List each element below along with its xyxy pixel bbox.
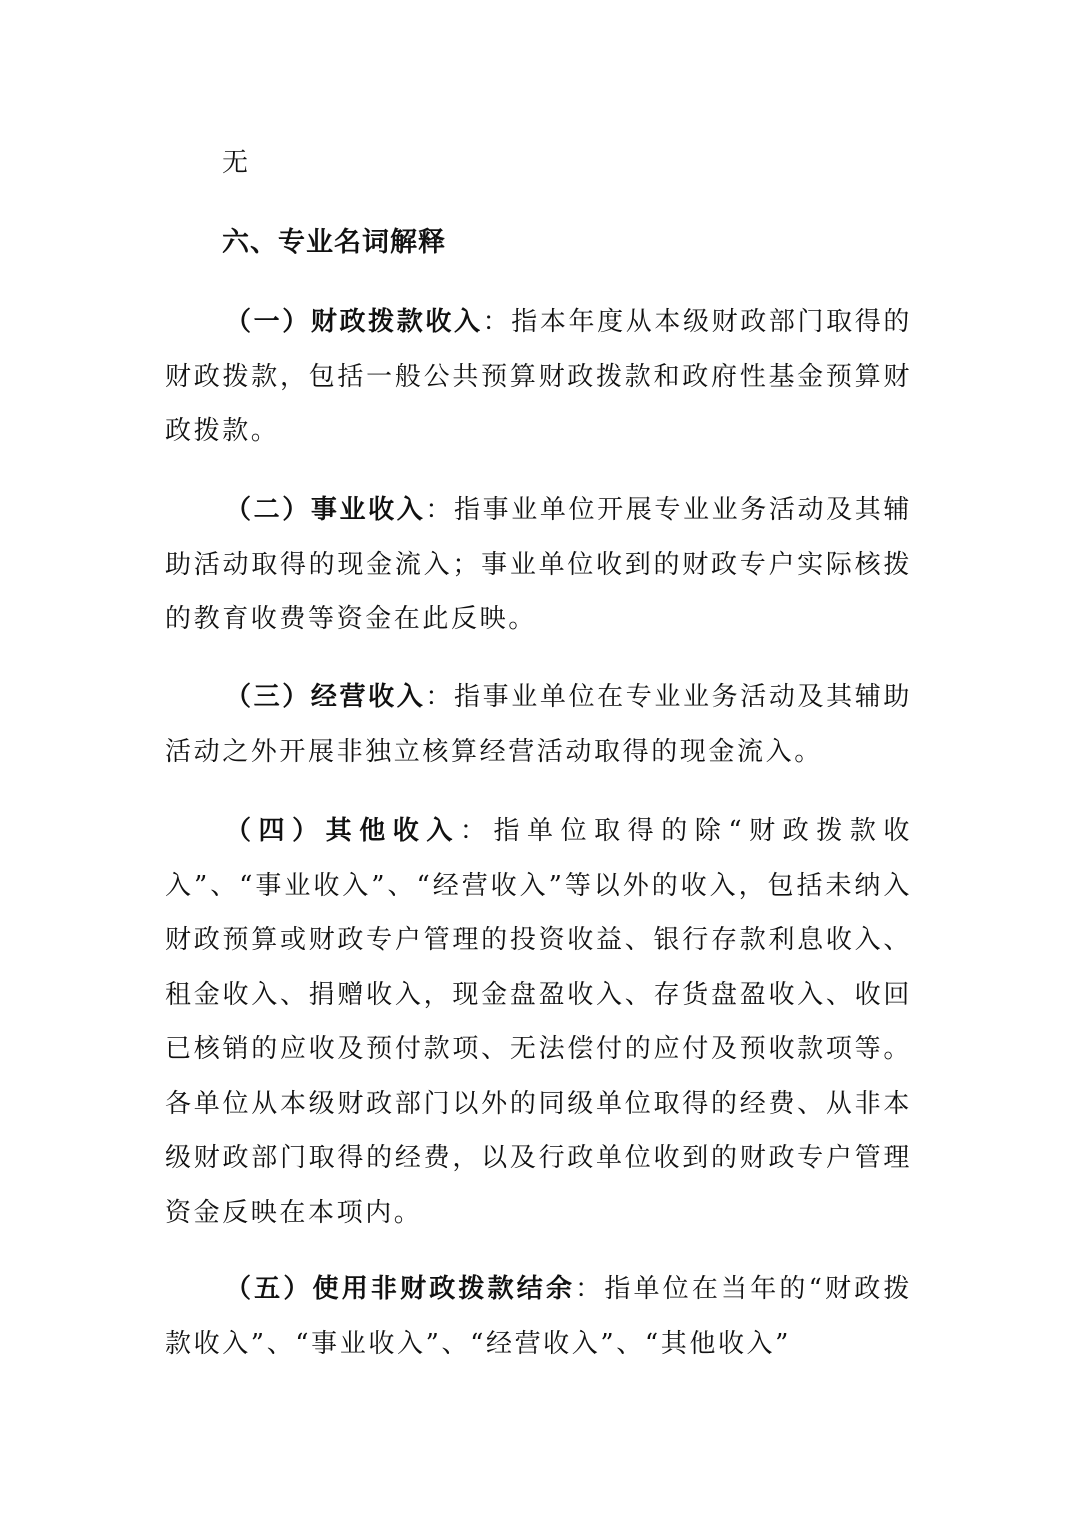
definition-paragraph <box>165 670 912 779</box>
definition-paragraph <box>165 483 912 647</box>
definition-paragraph <box>165 1262 912 1371</box>
top-line-text: 无 <box>222 148 249 178</box>
definition-term: （四）其他收入 <box>225 816 460 846</box>
definition-text: ：指事业单位在专业业务活动及其辅助活动之外开展非独立核算经营活动取得的现金流入。 <box>165 682 913 767</box>
definition-text: ：指单位取得的除“财政拨款收入”、“事业收入”、“经营收入”等以外的收入，包括未纳入财政预算或财政专户管理的投资收益、银行存款利息收入、租金收入、捐赠收入，现金盘盈收入、存货盘盈收入、收回已核销的应收及预付款项、无法偿付的应付及预收款项等。各单位从本级财政部门以外的同级单位取得的经费、从非本级财政部门取得的经费，以及行政单位收到的财政专户管理资金反映在本项内。 <box>165 816 912 1228</box>
definition-term: （五）使用非财政拨款结余 <box>225 1274 576 1304</box>
definition-paragraph <box>165 295 912 459</box>
definition-text: ：指单位在当年的“财政拨款收入”、“事业收入”、“经营收入”、“其他收入” <box>165 1274 912 1359</box>
definition-text: ：指事业单位开展专业业务活动及其辅助活动取得的现金流入；事业单位收到的财政专户实际核拨的教育收费等资金在此反映。 <box>165 495 913 634</box>
definition-term: （一）财政拨款收入 <box>225 307 483 337</box>
definition-term: （二）事业收入 <box>225 495 426 525</box>
definition-text: ：指本年度从本级财政部门取得的财政拨款，包括一般公共预算财政拨款和政府性基金预算财政拨款。 <box>165 307 912 446</box>
definition-term: （三）经营收入 <box>225 682 426 712</box>
definition-paragraph <box>165 804 912 1240</box>
section-heading: 六、专业名词解释 <box>222 227 446 258</box>
